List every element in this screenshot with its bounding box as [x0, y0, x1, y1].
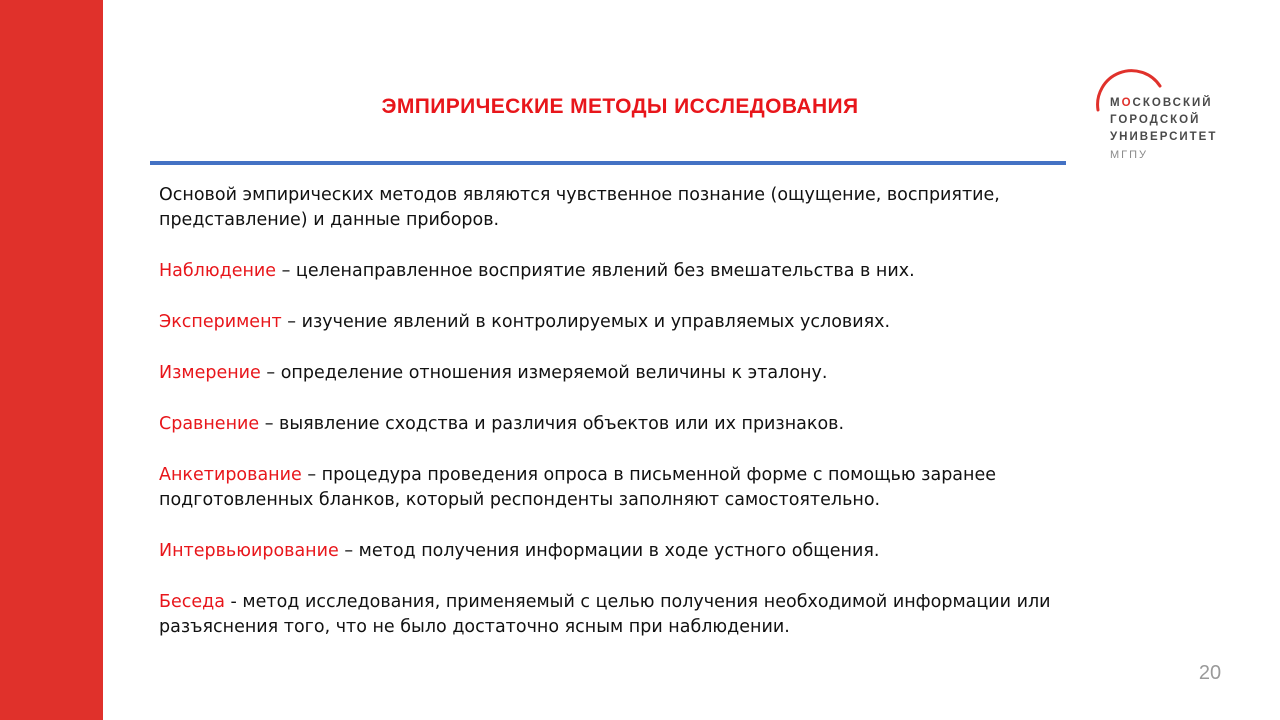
title-underline — [150, 161, 1066, 165]
definition-conversation — [159, 590, 1069, 640]
definition-text: – процедура проведения опроса в письменной форме с помощью заранее подготовленных бланков, который респонденты заполняют самостоятельно. — [159, 465, 997, 510]
slide-content — [159, 183, 1069, 666]
university-logo — [1088, 66, 1228, 166]
definition-term: Сравнение — [159, 414, 260, 434]
definition-measurement — [159, 361, 1069, 386]
logo-line-3: УНИВЕРСИТЕТ — [1110, 131, 1218, 143]
slide-title: ЭМПИРИЧЕСКИЕ МЕТОДЫ ИССЛЕДОВАНИЯ — [381, 95, 859, 118]
definition-term: Измерение — [159, 363, 261, 383]
definition-text: – определение отношения измеряемой величины к эталону. — [260, 363, 828, 383]
definition-term: Анкетирование — [159, 465, 302, 485]
definition-text: – выявление сходства и различия объектов или их признаков. — [259, 414, 845, 434]
definition-text: – целенаправленное восприятие явлений без вмешательства в них. — [276, 261, 915, 281]
definition-observation — [159, 259, 1069, 284]
definition-experiment — [159, 310, 1069, 335]
definition-text: – изучение явлений в контролируемых и управляемых условиях. — [281, 312, 891, 332]
logo-line-1: МОСКОВСКИЙ — [1110, 97, 1213, 109]
definition-text: - метод исследования, применяемый с целью получения необходимой информации или разъяснения того, что не было достаточно ясным при наблюдении. — [159, 592, 1051, 637]
definition-term: Интервьюирование — [159, 541, 339, 561]
definition-term: Эксперимент — [159, 312, 282, 332]
definition-interview — [159, 539, 1069, 564]
definition-term: Наблюдение — [159, 261, 277, 281]
logo-line-4: МГПУ — [1110, 149, 1149, 161]
definition-term: Беседа — [159, 592, 225, 612]
definition-survey — [159, 463, 1069, 513]
page-number: 20 — [1198, 662, 1222, 684]
logo-line-2: ГОРОДСКОЙ — [1110, 114, 1201, 126]
left-accent-bar — [0, 0, 103, 720]
definition-text: – метод получения информации в ходе устного общения. — [338, 541, 880, 561]
intro-paragraph: Основой эмпирических методов являются чувственное познание (ощущение, восприятие, представление) и данные приборов. — [159, 185, 1000, 230]
definition-comparison — [159, 412, 1069, 437]
